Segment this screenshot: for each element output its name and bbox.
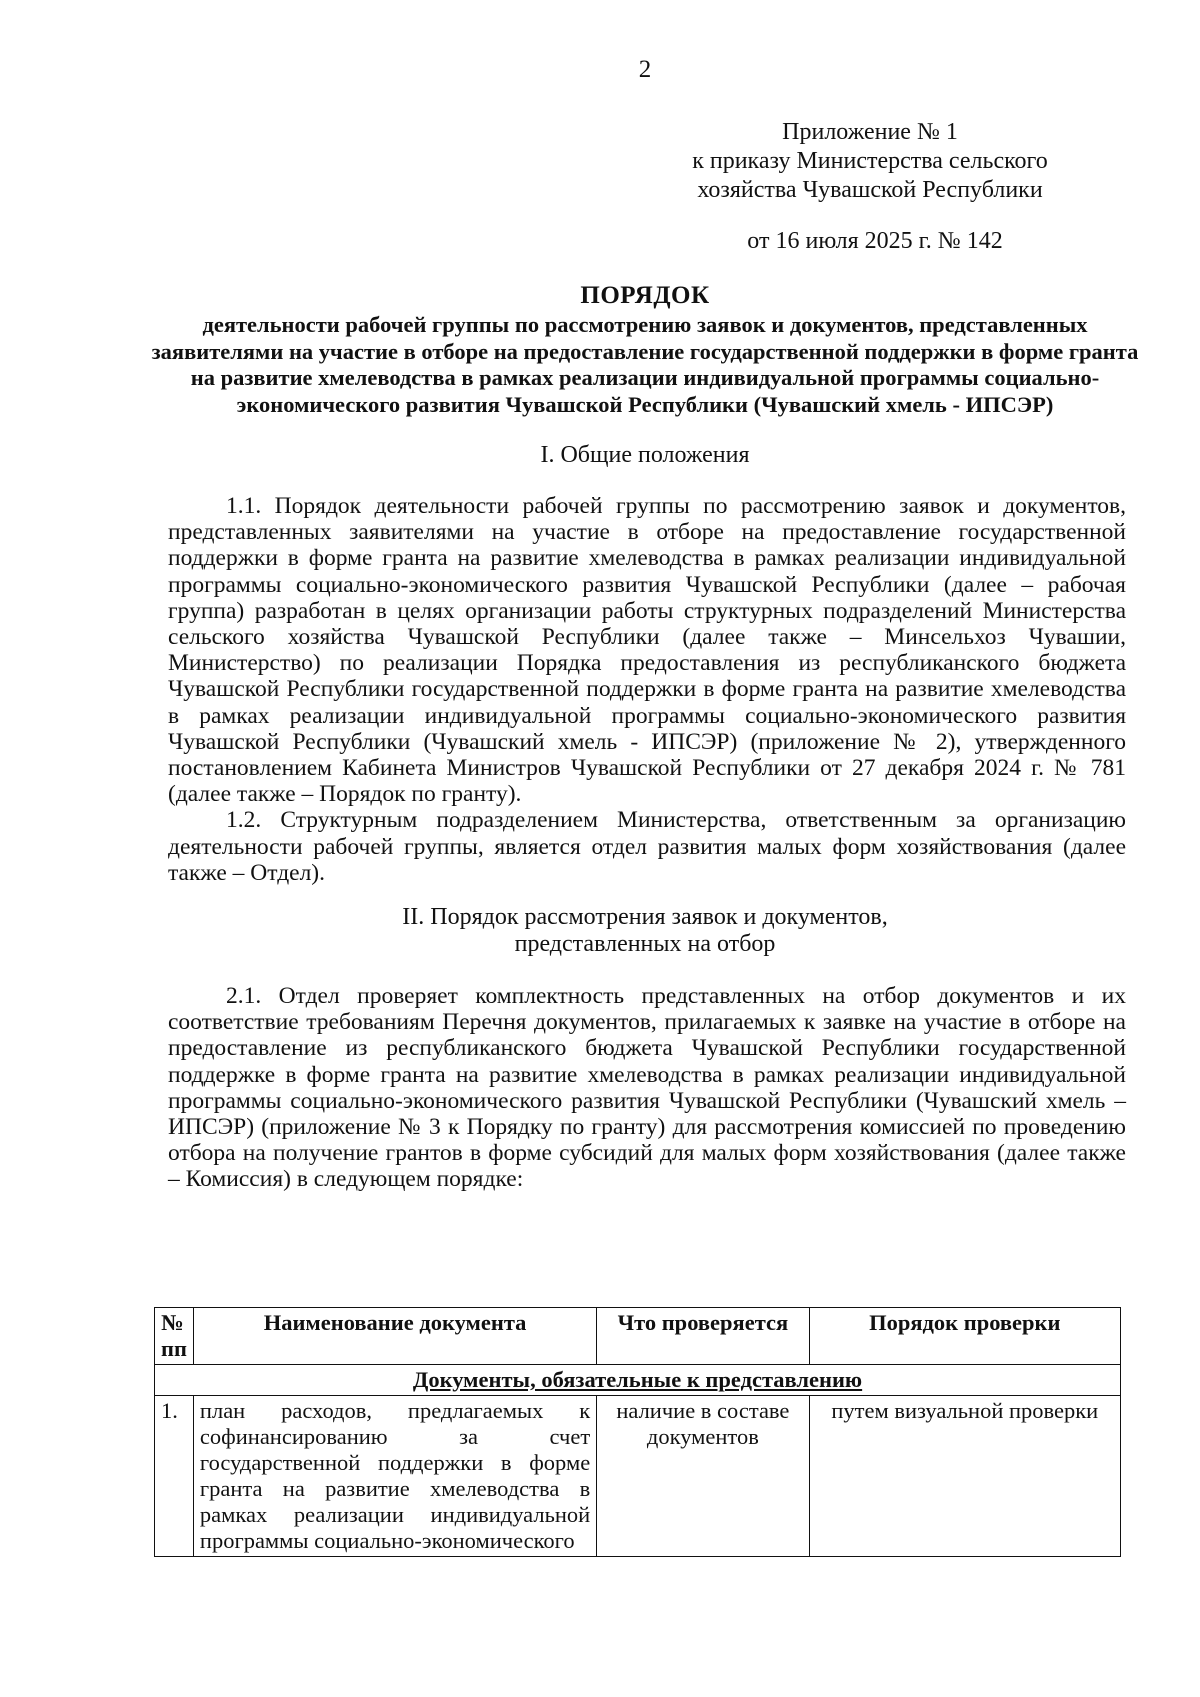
- paragraph-2-1: 2.1. Отдел проверяет комплектность представленных на отбор документов и их соответствие требованиям Перечня документов, прилагаемых к заявке на участие в отборе на предоставление из республиканского бюджета Чувашской Республики государственной поддержке в форме гранта на развитие хмелеводства в рамках реализации индивидуальной программы социально-экономического развития Чувашской Республики (Чувашский хмель – ИПСЭР) (приложение № 3 к Порядку по гранту) для рассмотрения комиссией по проведению отбора на получение грантов в форме субсидий для малых форм хозяйствования (далее также – Комиссия) в следующем порядке:: [168, 983, 1126, 1193]
- section-1-text: [168, 493, 1126, 886]
- annex-line-3: хозяйства Чувашской Республики: [697, 177, 1043, 203]
- documents-table: [154, 1307, 1121, 1557]
- section-2-heading-line-1: II. Порядок рассмотрения заявок и документов,: [402, 904, 888, 930]
- paragraph-1-1: 1.1. Порядок деятельности рабочей группы по рассмотрению заявок и документов, представленных заявителями на участие в отборе на предоставление государственной поддержки в форме гранта на развитие хмелеводства в рамках реализации индивидуальной программы социально-экономического развития Чувашской Республики (далее – рабочая группа) разработан в целях организации работы структурных подразделений Министерства сельского хозяйства Чувашской Республики (далее также – Минсельхоз Чувашии, Министерство) по реализации Порядка предоставления из республиканского бюджета Чувашской Республики государственной поддержки в форме гранта на развитие хмелеводства в рамках реализации индивидуальной программы социально-экономического развития Чувашской Республики (Чувашский хмель - ИПСЭР) (приложение № 2), утвержденного постановлением Кабинета Министров Чувашской Республики от 27 декабря 2024 г. № 781 (далее также – Порядок по гранту).: [168, 493, 1126, 808]
- row-what: наличие в составе документов: [597, 1396, 809, 1557]
- section-1-heading: I. Общие положения: [540, 442, 750, 468]
- annex-line-1: Приложение № 1: [782, 119, 958, 145]
- annex-date: от 16 июля 2025 г. № 142: [747, 228, 1003, 254]
- header-name: Наименование документа: [193, 1308, 596, 1365]
- document-title-block: [150, 280, 1140, 418]
- row-name: план расходов, предлагаемых к софинансированию за счет государственной поддержки в форме гранта на развитие хмелеводства в рамках реализации индивидуальной программы социально-экономического: [193, 1396, 596, 1557]
- annex-header: [660, 118, 1080, 256]
- document-subtitle: деятельности рабочей группы по рассмотрению заявок и документов, представленных заявителями на участие в отборе на предоставление государственной поддержки в форме гранта на развитие хмелеводства в рамках реализации индивидуальной программы социально-экономического развития Чувашской Республики (Чувашский хмель - ИПСЭР): [151, 312, 1139, 417]
- header-how: Порядок проверки: [809, 1308, 1120, 1365]
- row-num: 1.: [155, 1396, 194, 1557]
- table-row: [155, 1396, 1121, 1557]
- group-title: Документы, обязательные к представлению: [155, 1365, 1121, 1396]
- table-header-row: [155, 1308, 1121, 1365]
- section-2-heading-line-2: представленных на отбор: [514, 931, 776, 957]
- row-how: путем визуальной проверки: [809, 1396, 1120, 1557]
- header-what: Что проверяется: [597, 1308, 809, 1365]
- page-number: 2: [638, 56, 652, 83]
- header-num: № пп: [155, 1308, 194, 1365]
- section-2-text: [168, 983, 1126, 1193]
- annex-line-2: к приказу Министерства сельского: [692, 148, 1048, 174]
- paragraph-1-2: 1.2. Структурным подразделением Министерства, ответственным за организацию деятельности рабочей группы, является отдел развития малых форм хозяйствования (далее также – Отдел).: [168, 807, 1126, 886]
- section-2-heading: [150, 904, 1140, 958]
- document-title: ПОРЯДОК: [580, 282, 710, 309]
- table-group-row: [155, 1365, 1121, 1396]
